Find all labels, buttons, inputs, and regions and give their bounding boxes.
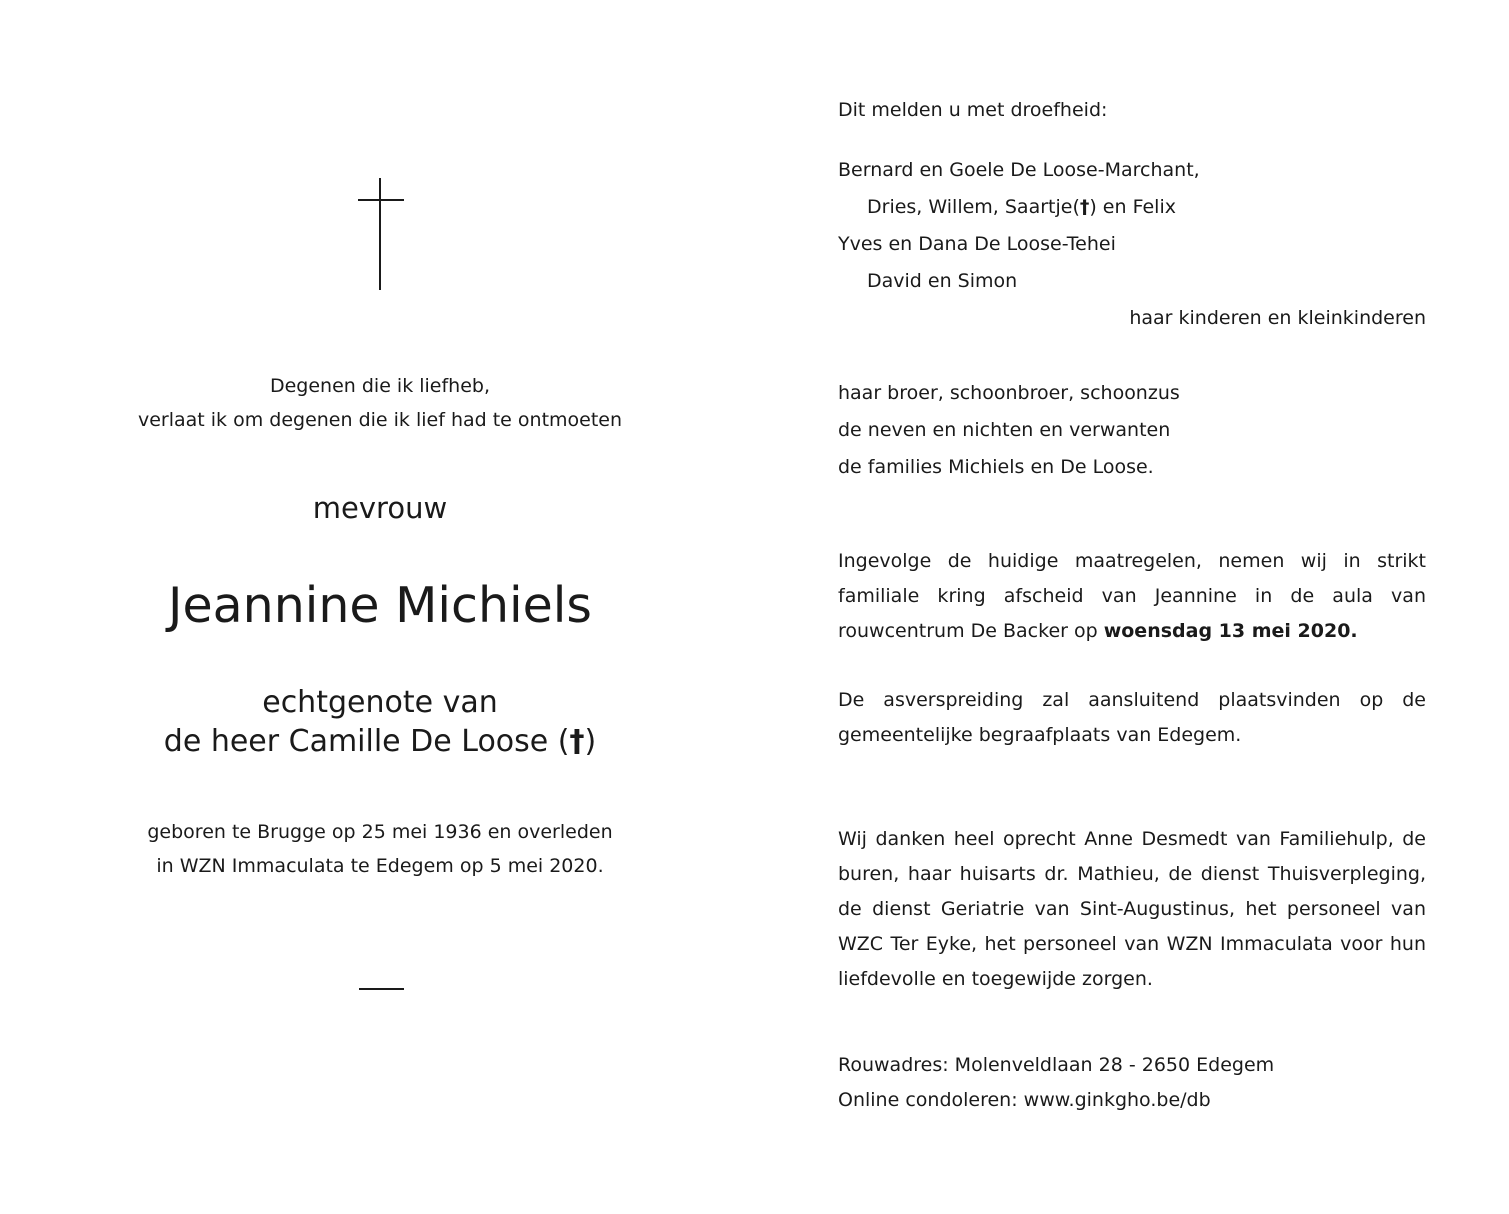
family-line-2 xyxy=(838,189,1426,226)
cross-icon xyxy=(358,178,404,290)
spouse-line-2 xyxy=(80,722,680,761)
family-list xyxy=(838,152,1426,337)
grandchildren-names-end: ) en Felix xyxy=(1089,196,1176,218)
relatives-list xyxy=(838,375,1426,486)
family-role: haar kinderen en kleinkinderen xyxy=(1129,307,1426,329)
grandchildren-names: Dries, Willem, Saartje( xyxy=(867,196,1080,218)
thanks-paragraph: Wij danken heel oprecht Anne Desmedt van Familiehulp, de buren, haar huisarts dr. Mathieu, de dienst Thuisverpleging, de dienst Geriatrie van Sint-Augustinus, het personeel van WZC Ter Eyke, het personeel van WZN Immaculata voor hun liefdevolle en toegewijde zorgen. xyxy=(838,828,1426,990)
spouse-close-paren: ) xyxy=(584,724,597,759)
ash-scattering-paragraph: De asverspreiding zal aansluitend plaatsvinden op de gemeentelijke begraafplaats van Edegem. xyxy=(838,689,1426,746)
cross-vertical-bar xyxy=(379,178,381,290)
spouse-name: de heer Camille De Loose ( xyxy=(163,724,570,759)
online-condolences: Online condoleren: www.ginkgho.be/db xyxy=(838,1089,1211,1111)
memorial-quote xyxy=(80,369,680,437)
farewell-paragraph xyxy=(838,544,1426,649)
honorific-title: mevrouw xyxy=(312,491,448,525)
family-line-4: David en Simon xyxy=(867,270,1018,292)
closing-divider xyxy=(359,988,404,990)
mourning-address: Rouwadres: Molenveldlaan 28 - 2650 Edegem xyxy=(838,1054,1275,1076)
spouse-line-1: echtgenote van xyxy=(262,685,498,720)
relatives-line-1: haar broer, schoonbroer, schoonzus xyxy=(838,382,1180,404)
family-line-3: Yves en Dana De Loose-Tehei xyxy=(838,233,1116,255)
farewell-text: Ingevolge de huidige maatregelen, nemen wij in strikt familiale kring afscheid van Jeannine in de aula van rouwcentrum De Backer op xyxy=(838,550,1426,642)
farewell-date: woensdag 13 mei 2020. xyxy=(1103,620,1358,642)
relatives-line-3: de families Michiels en De Loose. xyxy=(838,456,1154,478)
cross-horizontal-bar xyxy=(358,199,404,201)
relatives-line-2: de neven en nichten en verwanten xyxy=(838,419,1171,441)
spouse-info xyxy=(80,683,680,761)
family-line-1: Bernard en Goele De Loose-Marchant, xyxy=(838,159,1200,181)
born-line-1: geboren te Brugge op 25 mei 1936 en overleden xyxy=(147,821,613,843)
dagger-icon: † xyxy=(1079,196,1090,218)
contact-info xyxy=(838,1048,1426,1118)
born-line-2: in WZN Immaculata te Edegem op 5 mei 2020. xyxy=(156,855,604,877)
dagger-icon: † xyxy=(569,724,585,759)
deceased-name: Jeannine Michiels xyxy=(168,577,592,634)
quote-line-2: verlaat ik om degenen die ik lief had te ontmoeten xyxy=(137,409,623,431)
birth-death-info xyxy=(80,815,680,883)
announcement-intro: Dit melden u met droefheid: xyxy=(838,99,1108,121)
quote-line-1: Degenen die ik liefheb, xyxy=(269,375,491,397)
